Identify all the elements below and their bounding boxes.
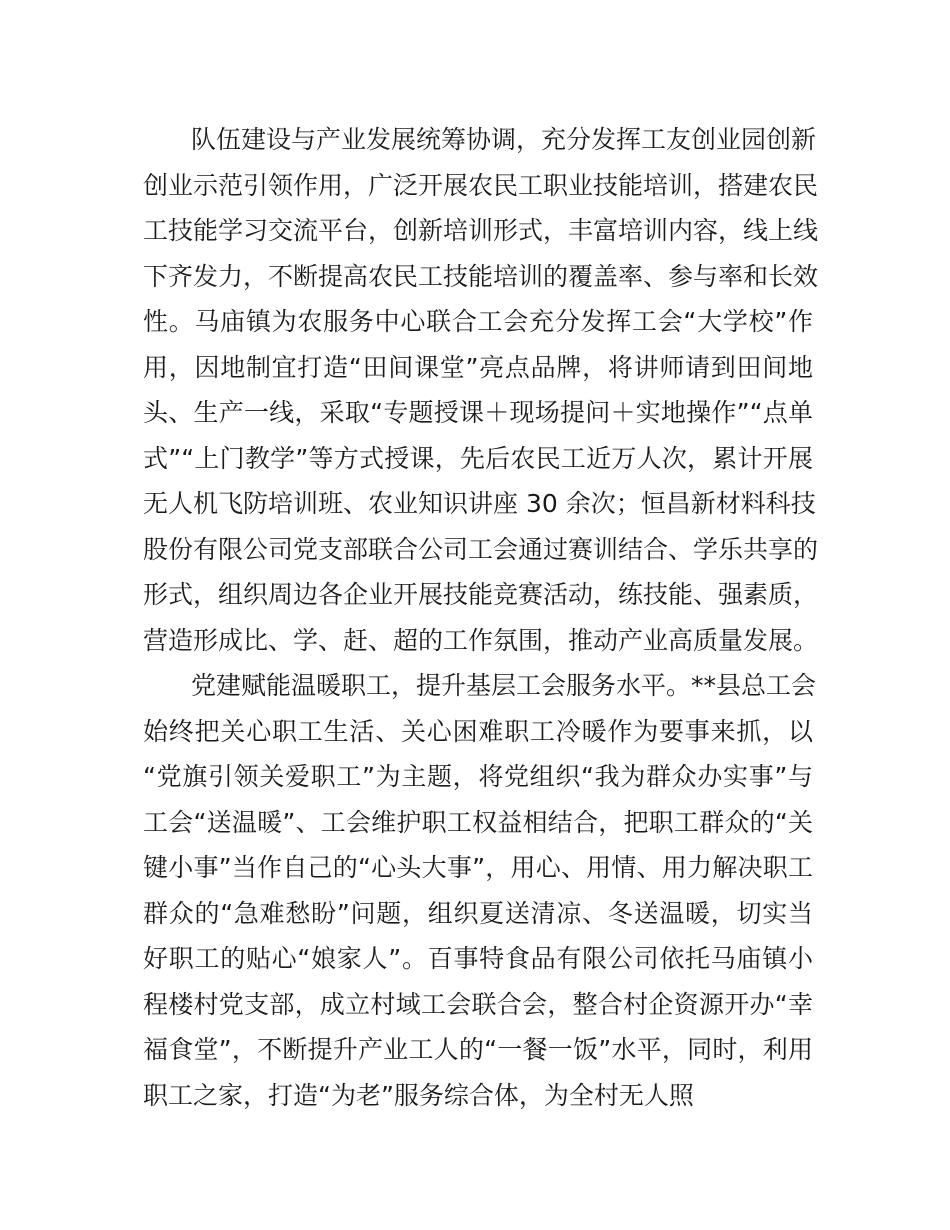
document-body <box>143 117 819 1118</box>
paragraph-line: 用，因地制宜打造“田间课堂”亮点品牌，将讲师请到田间地 <box>143 352 813 382</box>
paragraph-line: 营造形成比、学、赶、超的工作氛围，推动产业高质量发展。 <box>143 625 819 655</box>
paragraph-2 <box>143 663 817 1118</box>
paragraph-line: 性。马庙镇为农服务中心联合工会充分发挥工会“大学校”作 <box>143 307 813 336</box>
paragraph-line: 无人机飞防培训班、农业知识讲座 30 余次；恒昌新材料科技 <box>143 489 816 518</box>
paragraph-line: 始终把关心职工生活、关心困难职工冷暖作为要事来抓，以 <box>143 716 813 746</box>
paragraph-line: 头、生产一线，采取“专题授课＋现场提问＋实地操作”“点单 <box>143 398 813 427</box>
paragraph-line: 工技能学习交流平台，创新培训形式，丰富培训内容，线上线 <box>143 216 819 245</box>
paragraph-line: 创业示范引领作用，广泛开展农民工职业技能培训，搭建农民 <box>143 170 819 200</box>
paragraph-line: 群众的“急难愁盼”问题，组织夏送清凉、冬送温暖，切实当 <box>143 898 813 928</box>
paragraph-line: 福食堂”，不断提升产业工人的“一餐一饭”水平，同时，利用 <box>143 1035 813 1064</box>
paragraph-line: 职工之家，打造“为老”服务综合体，为全村无人照 <box>143 1080 694 1110</box>
paragraph-line: 式”“上门教学”等方式授课，先后农民工近万人次，累计开展 <box>143 443 813 473</box>
paragraph-line: 形式，组织周边各企业开展技能竞赛活动，练技能、强素质， <box>143 580 819 609</box>
paragraph-line: 股份有限公司党支部联合公司工会通过赛训结合、学乐共享的 <box>143 534 819 564</box>
paragraph-line: “党旗引领关爱职工”为主题，将党组织“我为群众办实事”与 <box>143 762 813 791</box>
paragraph-line: 队伍建设与产业发展统筹协调，充分发挥工友创业园创新 <box>191 125 817 154</box>
paragraph-1 <box>143 117 819 663</box>
paragraph-line: 好职工的贴心“娘家人”。百事特食品有限公司依托马庙镇小 <box>143 944 813 973</box>
paragraph-line: 键小事”当作自己的“心头大事”，用心、用情、用力解决职工 <box>143 853 813 882</box>
paragraph-line: 程楼村党支部，成立村域工会联合会，整合村企资源开办“幸 <box>143 989 813 1019</box>
paragraph-line: 工会“送温暖”、工会维护职工权益相结合，把职工群众的“关 <box>143 807 813 837</box>
paragraph-line: 下齐发力，不断提高农民工技能培训的覆盖率、参与率和长效 <box>143 261 819 291</box>
paragraph-line: 党建赋能温暖职工，提升基层工会服务水平。**县总工会 <box>191 671 817 700</box>
